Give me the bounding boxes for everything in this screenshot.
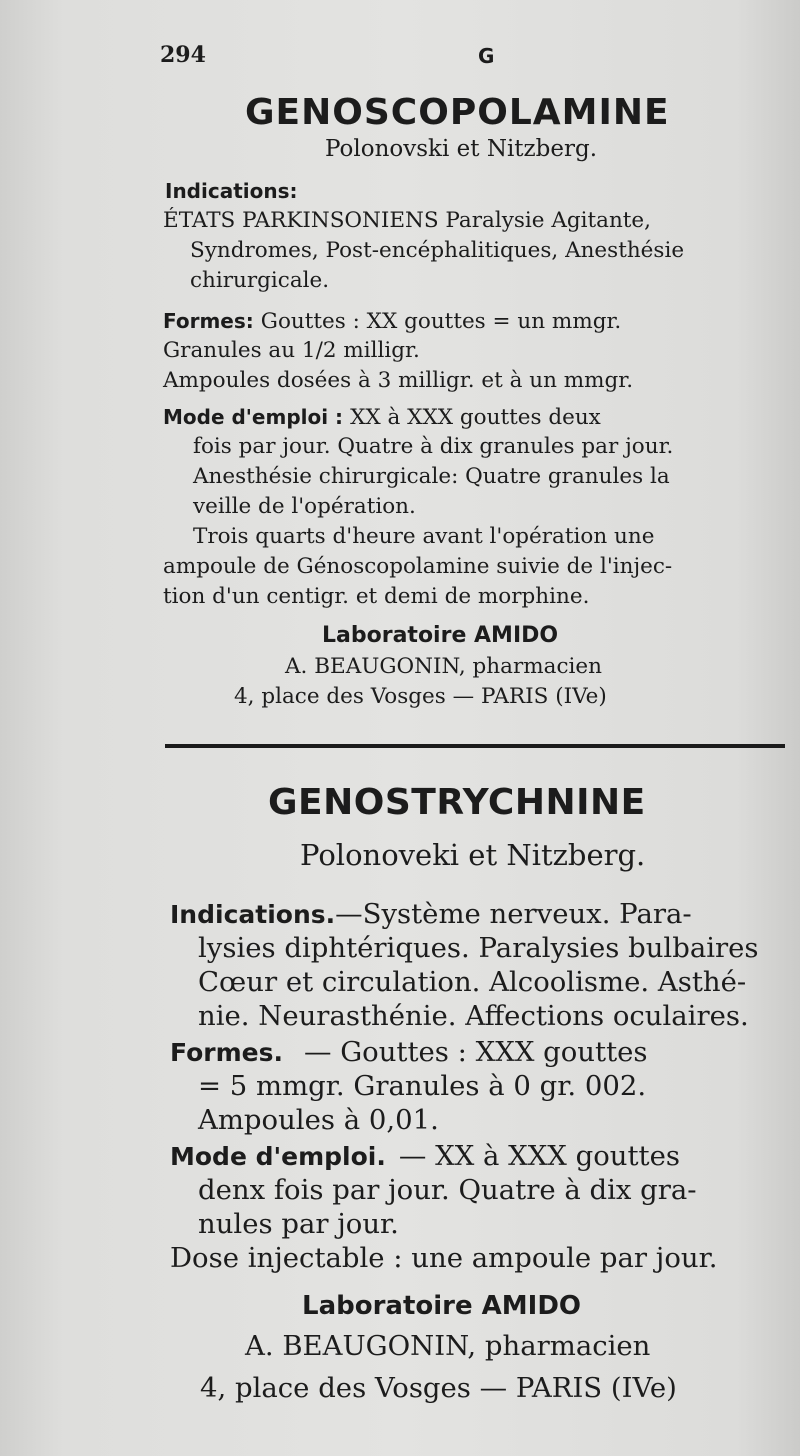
entry2-lab-address: 4, place des Vosges — PARIS (IVe) [200, 1372, 677, 1404]
entry1-formes-first: Gouttes : XX gouttes = un mmgr. [260, 309, 622, 334]
entry1-formes-line: Granules au 1/2 milligr. [163, 338, 420, 363]
entry2-indications-line: lysies diphtériques. Paralysies bulbaires [198, 932, 759, 964]
entry1-mode-first: XX à XXX gouttes deux [350, 405, 601, 430]
entry2-indications-first: —Système nerveux. Para- [335, 898, 692, 930]
page-number: 294 [160, 42, 206, 68]
entry2-formes-label: Formes. [170, 1038, 283, 1067]
entry1-lab-address: 4, place des Vosges — PARIS (IVe) [234, 684, 607, 709]
entry2-mode-line: nules par jour. [198, 1208, 399, 1240]
entry1-authors: Polonovski et Nitzberg. [325, 136, 598, 162]
entry1-mode-line: Anesthésie chirurgicale: Quatre granules la [193, 464, 670, 489]
entry1-formes-row [163, 308, 621, 335]
entry1-indications-line: chirurgicale. [190, 268, 330, 293]
entry1-formes-line: Ampoules dosées à 3 milligr. et à un mmgr. [163, 368, 634, 393]
entry1-mode-row [163, 404, 601, 431]
entry2-formes-first: — Gouttes : XXX gouttes [303, 1036, 648, 1068]
entry2-formes-row [170, 1036, 648, 1071]
entry1-indications-line: ÉTATS PARKINSONIENS Paralysie Agitante, [163, 208, 651, 233]
entry1-title: GENOSCOPOLAMINE [245, 92, 670, 133]
entry2-mode-row [170, 1140, 680, 1175]
entry2-indications-line: nie. Neurasthénie. Affections oculaires. [198, 1000, 749, 1032]
entry1-mode-line: veille de l'opération. [193, 494, 416, 519]
entry1-mode-line: ampoule de Génoscopolamine suivie de l'injec- [163, 554, 673, 579]
entry2-indications-line: Cœur et circulation. Alcoolisme. Asthé- [198, 966, 747, 998]
entry2-lab-name: Laboratoire AMIDO [302, 1291, 582, 1321]
entry1-indications-line: Syndromes, Post-encéphalitiques, Anesthésie [190, 238, 685, 263]
entry2-formes-line: = 5 mmgr. Granules à 0 gr. 002. [198, 1070, 647, 1102]
entry2-title: GENOSTRYCHNINE [268, 782, 646, 823]
entry1-mode-label: Mode d'emploi : [163, 405, 344, 429]
entry2-mode-line: denx fois par jour. Quatre à dix gra- [198, 1174, 697, 1206]
entry1-lab-pharmacist: A. BEAUGONIN, pharmacien [285, 654, 602, 679]
entry1-mode-line: fois par jour. Quatre à dix granules par jour. [193, 434, 674, 459]
entry2-authors: Polonoveki et Nitzberg. [300, 838, 646, 872]
section-letter: G [478, 44, 495, 68]
entry1-mode-line: Trois quarts d'heure avant l'opération une [193, 524, 655, 549]
entry2-indications-label: Indications. [170, 900, 336, 929]
entry2-mode-line: Dose injectable : une ampoule par jour. [170, 1242, 718, 1274]
entry2-lab-pharmacist: A. BEAUGONIN, pharmacien [245, 1330, 651, 1362]
entry2-mode-first: — XX à XXX gouttes [398, 1140, 680, 1172]
entry2-formes-line: Ampoules à 0,01. [198, 1104, 439, 1136]
entry2-mode-label: Mode d'emploi. [170, 1142, 386, 1171]
entry1-formes-label: Formes: [163, 309, 254, 333]
entry1-lab-name: Laboratoire AMIDO [322, 623, 559, 648]
entry1-mode-line: tion d'un centigr. et demi de morphine. [163, 584, 590, 609]
entry1-indications-label: Indications: [165, 179, 298, 203]
section-divider [165, 744, 785, 748]
entry2-indications-row [170, 898, 692, 933]
